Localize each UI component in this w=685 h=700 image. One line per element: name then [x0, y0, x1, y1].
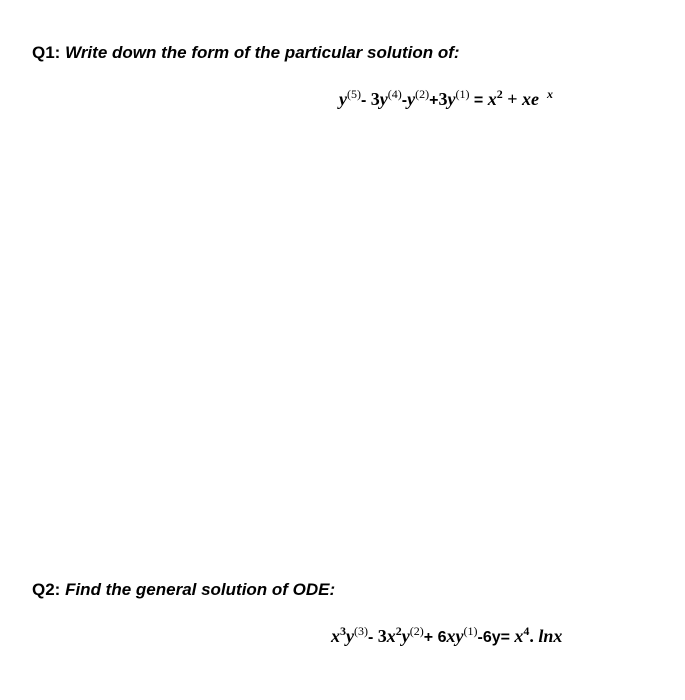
eq2-term2-var2: y: [401, 626, 410, 646]
eq2-term3-var: xy: [446, 626, 464, 646]
question-1-heading: [32, 44, 460, 61]
eq2-term4-var: y: [491, 629, 501, 646]
eq1-term3-order: (2): [415, 87, 430, 101]
eq1-rhs1-exp: 2: [496, 87, 503, 101]
eq2-equals: =: [500, 629, 515, 646]
eq2-term2-order: (2): [409, 624, 424, 638]
eq2-op3: -: [477, 629, 483, 646]
eq2-rhs1-exp: 4: [523, 624, 530, 638]
eq1-rhs2-var: xe: [521, 89, 539, 109]
eq1-term3-var: y: [407, 89, 416, 109]
question-2-heading: [32, 581, 335, 598]
eq1-op2: -: [401, 92, 408, 109]
eq2-term3-order: (1): [463, 624, 478, 638]
eq1-term2-coef: 3: [370, 89, 380, 109]
eq2-term1-var2: y: [346, 626, 354, 646]
eq2-rhs2-var: lnx: [538, 626, 563, 646]
question-1-equation: [339, 87, 553, 109]
eq2-term1-exp: 3: [340, 624, 346, 638]
eq1-rhs2-exp: x: [546, 87, 553, 101]
eq2-term1-order: (3): [354, 624, 368, 638]
eq1-term2-order: (4): [387, 87, 402, 101]
eq2-dot: .: [529, 626, 539, 646]
question-1-number: Q1:: [32, 43, 61, 62]
eq2-term3-coef: 6: [437, 629, 447, 646]
eq2-term2-coef: 3: [377, 626, 387, 646]
eq2-rhs1-var: x: [514, 626, 524, 646]
eq2-term4-coef: 6: [482, 629, 492, 646]
eq2-term2-var: x: [386, 626, 396, 646]
eq2-op1: -: [368, 629, 378, 646]
eq2-term2-exp: 2: [395, 624, 402, 638]
question-2-equation: [331, 624, 563, 646]
question-2-number: Q2:: [32, 580, 61, 599]
eq1-term1-var: y: [339, 89, 347, 109]
eq2-term1-var: x: [331, 626, 340, 646]
eq1-term1-order: (5): [347, 87, 361, 101]
eq1-equals: =: [469, 92, 488, 109]
eq1-op3: +: [429, 92, 439, 109]
question-2-prompt: Find the general solution of ODE:: [65, 580, 336, 599]
eq1-plus: +: [502, 89, 522, 109]
eq1-term4-coef: 3: [438, 89, 448, 109]
eq1-term4-order: (1): [455, 87, 470, 101]
eq1-term2-var: y: [379, 89, 388, 109]
eq1-rhs1-var: x: [487, 89, 497, 109]
eq1-op1: -: [361, 92, 371, 109]
eq1-term4-var: y: [447, 89, 456, 109]
eq2-op2: +: [423, 629, 438, 646]
question-1-prompt: Write down the form of the particular solution of:: [65, 43, 460, 62]
